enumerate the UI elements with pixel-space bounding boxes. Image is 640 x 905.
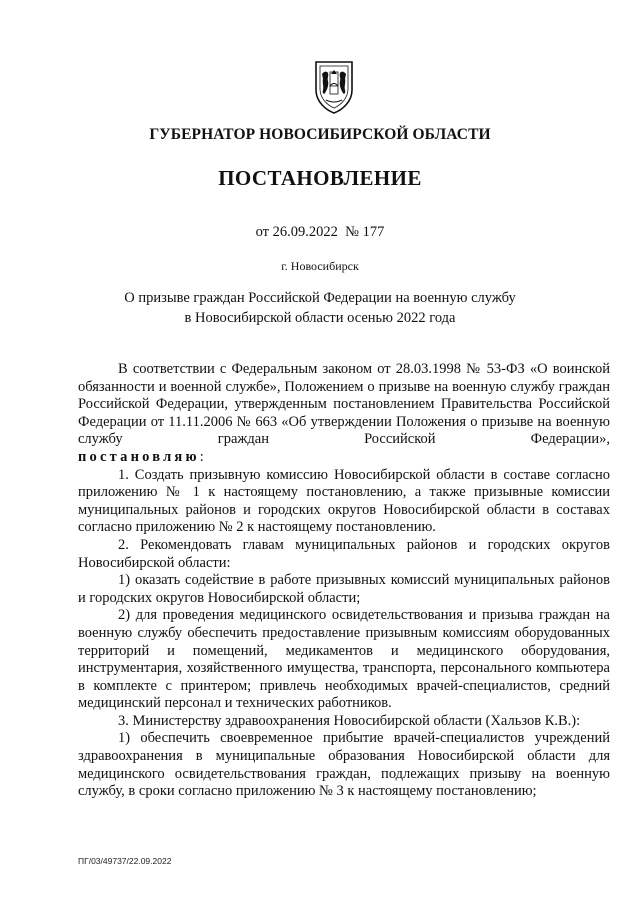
title-line-1: О призыве граждан Российской Федерации на военную службу xyxy=(124,290,516,306)
document-number: 177 xyxy=(362,224,385,240)
document-title xyxy=(0,288,640,328)
number-sign: № xyxy=(345,224,359,240)
document-type: ПОСТАНОВЛЕНИЕ xyxy=(218,166,422,190)
city-name: г. Новосибирск xyxy=(281,259,359,273)
registration-number: ПГ/03/49737/22.09.2022 xyxy=(78,856,172,866)
date-number-line xyxy=(0,224,640,241)
issuing-authority: ГУБЕРНАТОР НОВОСИБИРСКОЙ ОБЛАСТИ xyxy=(149,126,491,143)
paragraph-3-1: 1) обеспечить своевременное прибытие врачей-специалистов учреждений здравоохранения в муниципальные образования Новосибирской области для медицинского освидетельствования граждан, подлежащих призыву на военную службу, в сроки согласно приложению № 3 к настоящему постановлению; xyxy=(78,730,610,800)
coat-of-arms-emblem xyxy=(312,60,356,114)
resolve-colon: : xyxy=(199,448,204,465)
date-prefix: от xyxy=(255,224,270,240)
paragraph-2-1: 1) оказать содействие в работе призывных комиссий муниципальных районов и городских округов Новосибирской области; xyxy=(78,572,610,606)
paragraph-3: 3. Министерству здравоохранения Новосибирской области (Хальзов К.В.): xyxy=(118,712,581,729)
paragraph-2-2: 2) для проведения медицинского освидетельствования и призыва граждан на военную службу обеспечить предоставление призывным комиссиям оборудованных территорий и помещений, медикаментов и медицинского оборудования, инструментария, хозяйственного имущества, транспорта, персонального компьютера в комплекте с принтером; привлечь необходимых врачей-специалистов, средний медицинский персонал и технических работников. xyxy=(78,607,610,712)
title-line-2: в Новосибирской области осенью 2022 года xyxy=(184,310,456,326)
document-date: 26.09.2022 xyxy=(272,224,338,240)
paragraph-resolve xyxy=(78,449,610,467)
paragraph-2: 2. Рекомендовать главам муниципальных районов и городских округов Новосибирской области: xyxy=(78,536,610,571)
document-body xyxy=(78,361,610,801)
resolve-word: постановляю xyxy=(78,448,200,465)
paragraph-1: 1. Создать призывную комиссию Новосибирской области в составе согласно приложению № 1 к настоящему постановлению, а также призывные комиссии муниципальных районов и городских округов Новосибирской области в составах согласно приложению № 2 к настоящему постановлению. xyxy=(78,466,610,536)
paragraph-intro: В соответствии с Федеральным законом от 28.03.1998 № 53-ФЗ «О воинской обязанности и военной службе», Положением о призыве на военную службу граждан Российской Федерации, утвержденным постановлением Правительства Российской Федерации от 11.11.2006 № 663 «Об утверждении Положения о призыве на военную службу граждан Российской Федерации», xyxy=(78,361,610,448)
